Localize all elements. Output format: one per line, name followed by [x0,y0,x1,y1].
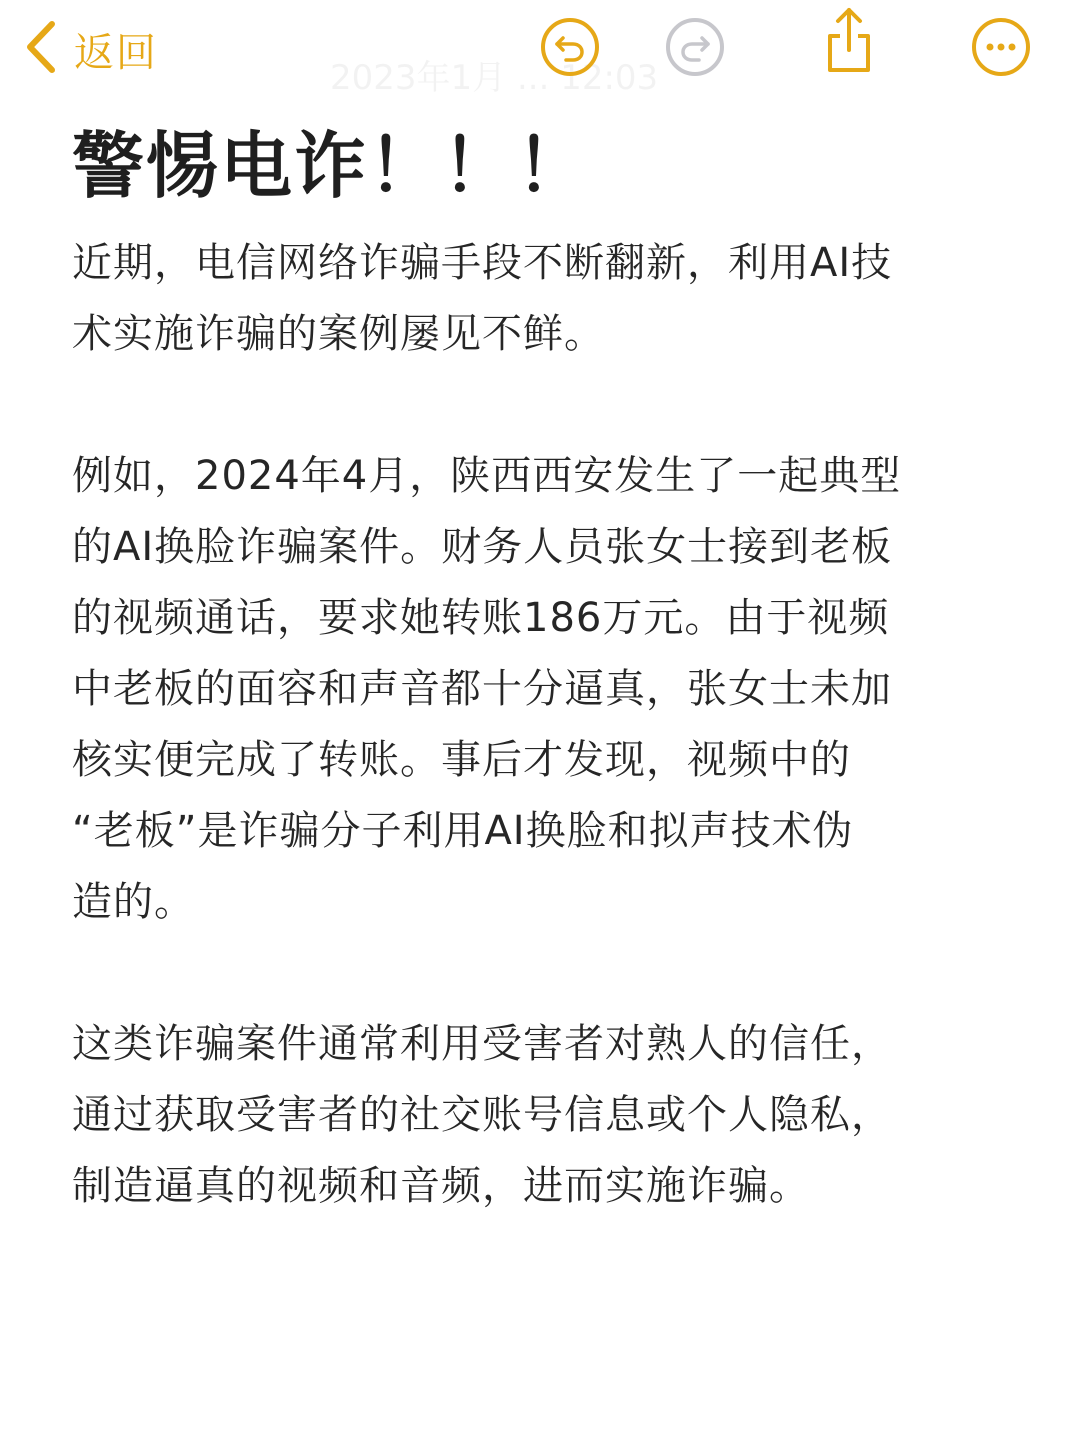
back-label: 返回 [74,29,158,76]
share-icon [818,6,880,80]
note-body[interactable] [72,118,1012,1222]
chevron-left-icon [22,18,58,80]
note-paragraph[interactable]: 近期，电信网络诈骗手段不断翻新，利用AI技 术实施诈骗的案例屡见不鲜。 [72,240,893,357]
note-toolbar [0,0,1080,100]
more-icon [970,16,1032,82]
redo-icon [664,16,726,82]
more-button[interactable] [970,18,1032,80]
redo-button[interactable] [664,18,726,80]
note-paragraph[interactable]: 例如，2024年4月，陕西西安发生了一起典型 的AI换脸诈骗案件。财务人员张女士接到老板 的视频通话，要求她转账186万元。由于视频 中老板的面容和声音都十分逼真，张女士未加 核实便完成了转账。事后才发现，视频中的 “老板”是诈骗分子利用AI换脸和拟声技术伪 造的。 [72,453,902,925]
note-title[interactable]: 警惕电诈！！！ [72,124,591,208]
back-button[interactable] [22,18,158,80]
share-button[interactable] [818,12,880,74]
faded-date: 2023年1月 ... 12:03 [330,58,659,98]
note-paragraph[interactable]: 这类诈骗案件通常利用受害者对熟人的信任， 通过获取受害者的社交账号信息或个人隐私， 制造逼真的视频和音频，进而实施诈骗。 [72,1021,892,1209]
undo-button[interactable] [539,18,601,80]
undo-icon [539,16,601,82]
